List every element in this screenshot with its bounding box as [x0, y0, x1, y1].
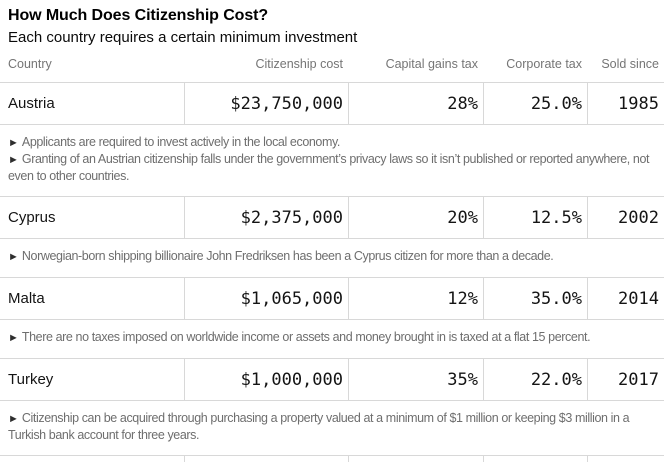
- note-text: There are no taxes imposed on worldwide income or assets and money brought in is taxed at a flat 15 percent.: [21, 330, 591, 344]
- citizenship-cost-cell: [184, 456, 348, 462]
- note-text: Granting of an Austrian citizenship falls under the government’s privacy laws so it isn’t published or reported anywhere, not even to other countries.: [8, 152, 650, 183]
- country-cell: Malta: [8, 290, 45, 307]
- country-cell: Austria: [8, 95, 55, 112]
- country-notes-austria: [0, 125, 664, 196]
- note-item: [8, 151, 656, 184]
- country-notes-turkey: [0, 401, 664, 455]
- note-item: [8, 329, 656, 346]
- column-header-capital-gains-tax: Capital gains tax: [385, 57, 478, 71]
- note-item: [8, 134, 656, 151]
- sold-since-cell: 1985: [587, 83, 664, 124]
- country-notes-malta: [0, 320, 664, 358]
- table-row-cyprus: [0, 196, 664, 239]
- citizenship-cost-cell: $1,065,000: [184, 278, 348, 319]
- sold-since-cell: 2014: [587, 278, 664, 319]
- table-row-malta: [0, 277, 664, 320]
- bullet-arrow-icon: ►: [8, 137, 19, 149]
- note-text: Citizenship can be acquired through purchasing a property valued at a minimum of $1 million or keeping $3 million in a Turkish bank account for three years.: [8, 411, 630, 442]
- country-cell: [0, 456, 184, 462]
- corporate-tax-cell: [483, 456, 587, 462]
- note-text: Norwegian-born shipping billionaire John Fredriksen has been a Cyprus citizen for more than a decade.: [21, 249, 554, 263]
- corporate-tax-cell: 12.5%: [483, 197, 587, 238]
- bullet-arrow-icon: ►: [8, 332, 19, 344]
- citizenship-cost-cell: $23,750,000: [184, 83, 348, 124]
- page-subtitle: Each country requires a certain minimum investment: [8, 29, 358, 46]
- capital-gains-tax-cell: 28%: [348, 83, 483, 124]
- country-notes-cyprus: [0, 239, 664, 277]
- corporate-tax-cell: 22.0%: [483, 359, 587, 400]
- bullet-arrow-icon: ►: [8, 251, 19, 263]
- sold-since-cell: 2017: [587, 359, 664, 400]
- column-header-citizenship-cost: Citizenship cost: [255, 57, 343, 71]
- bullet-arrow-icon: ►: [8, 154, 19, 166]
- capital-gains-tax-cell: [348, 456, 483, 462]
- sold-since-cell: [587, 456, 664, 462]
- column-header-sold-since: Sold since: [601, 57, 659, 71]
- table-row-turkey: [0, 358, 664, 401]
- capital-gains-tax-cell: 20%: [348, 197, 483, 238]
- citizenship-cost-cell: $1,000,000: [184, 359, 348, 400]
- sold-since-cell: 2002: [587, 197, 664, 238]
- country-cell: Cyprus: [8, 209, 56, 226]
- page-title: How Much Does Citizenship Cost?: [8, 7, 269, 24]
- table-row-austria: [0, 82, 664, 125]
- column-header-corporate-tax: Corporate tax: [506, 57, 582, 71]
- capital-gains-tax-cell: 12%: [348, 278, 483, 319]
- corporate-tax-cell: 25.0%: [483, 83, 587, 124]
- citizenship-cost-cell: $2,375,000: [184, 197, 348, 238]
- table-header-row: [0, 57, 664, 82]
- note-text: Applicants are required to invest actively in the local economy.: [21, 135, 340, 149]
- chart-header: [0, 0, 664, 47]
- note-item: [8, 248, 656, 265]
- country-cell: Turkey: [8, 371, 54, 388]
- column-header-country: Country: [8, 57, 52, 71]
- capital-gains-tax-cell: 35%: [348, 359, 483, 400]
- corporate-tax-cell: 35.0%: [483, 278, 587, 319]
- bullet-arrow-icon: ►: [8, 413, 19, 425]
- note-item: [8, 410, 656, 443]
